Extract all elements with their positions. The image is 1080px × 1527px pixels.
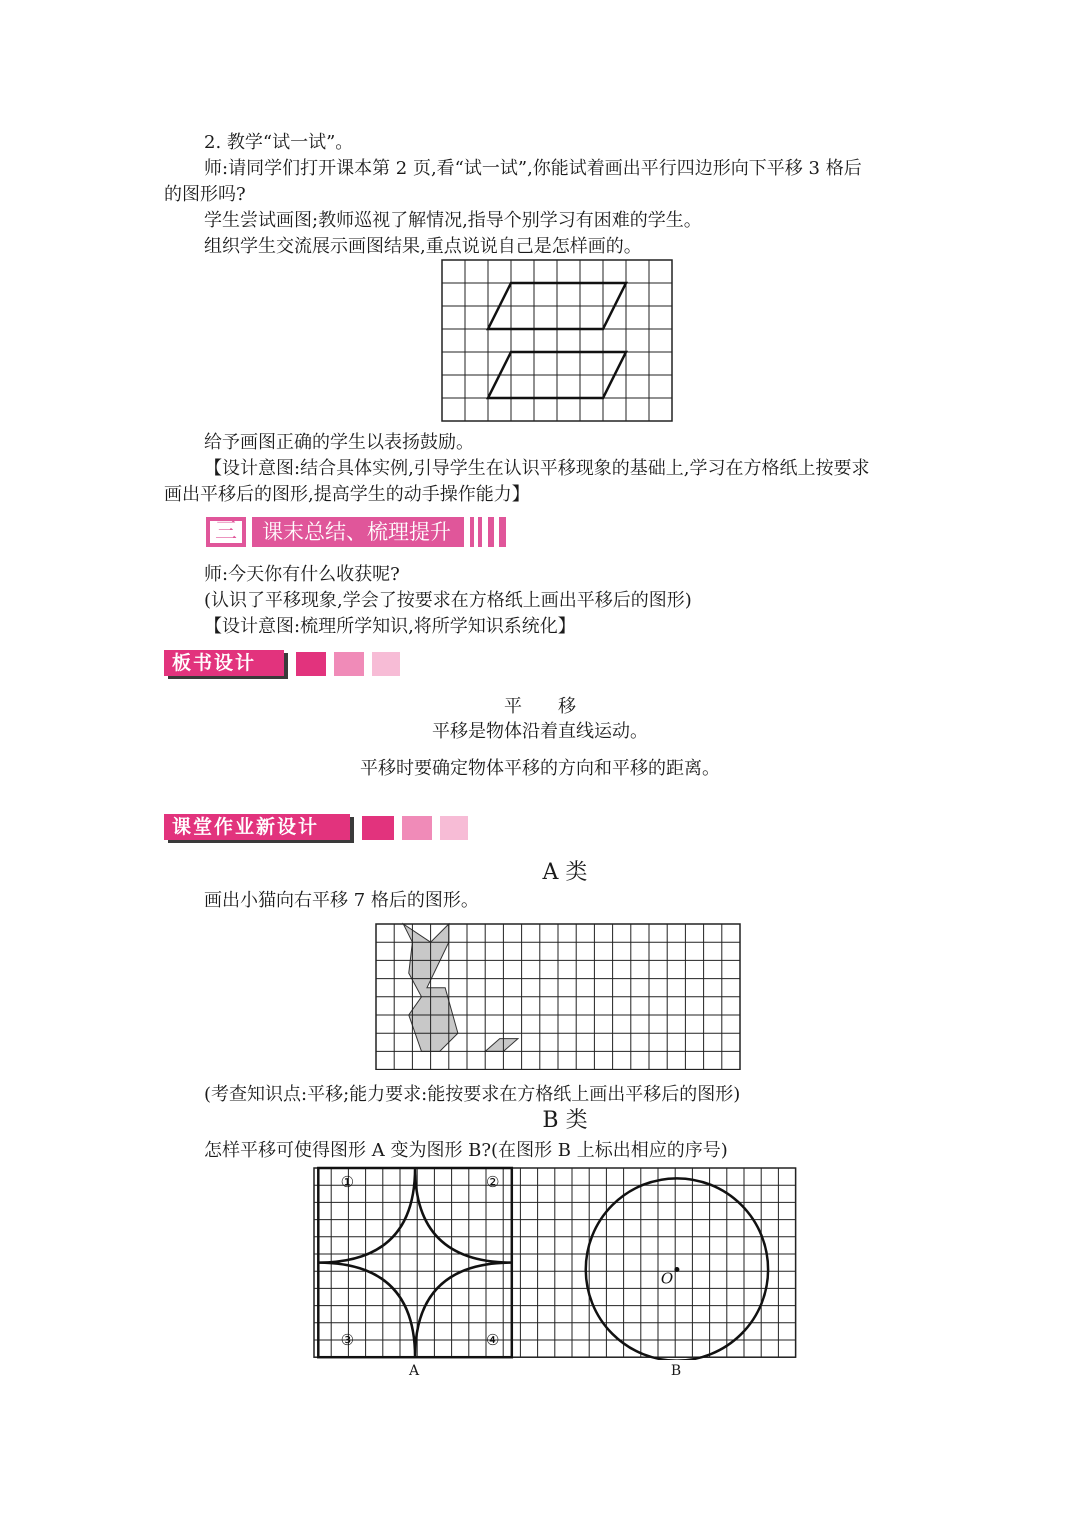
section3-header (206, 517, 506, 547)
section3-number: 三 (214, 519, 237, 544)
students-line: 学生尝试画图;教师巡视了解情况,指导个别学习有困难的学生。 (204, 210, 702, 231)
circle-center-label: O (660, 1269, 674, 1288)
figure-a-square (318, 1168, 512, 1357)
figure-a-label: A (408, 1363, 420, 1379)
teacher-line-1: 师:请同学们打开课本第 2 页,看“试一试”,你能试着画出平行四边形向下平移 3 格后 (204, 158, 862, 179)
homework-banner (164, 814, 474, 842)
grid-lines (376, 924, 740, 1070)
a-heading: A 类 (542, 860, 588, 885)
a-note: (考查知识点:平移;能力要求:能按要求在方格纸上画出平移后的图形) (204, 1084, 741, 1105)
quadrant-label-1: ① (340, 1172, 355, 1191)
section2-heading: 2. 教学“试一试”。 (204, 132, 354, 153)
b-task: 怎样平移可使得图形 A 变为图形 B?(在图形 B 上标出相应的序号) (204, 1140, 728, 1161)
praise-line: 给予画图正确的学生以表扬鼓励。 (204, 432, 474, 453)
grid-lines (314, 1168, 796, 1357)
board-line-2: 平移时要确定物体平移的方向和平移的距离。 (360, 758, 720, 779)
figure-b-label: B (670, 1363, 682, 1379)
b-heading: B 类 (542, 1108, 588, 1133)
figure-a-b-grid (312, 1166, 806, 1360)
figure-a-star (318, 1168, 512, 1357)
quadrant-label-2: ② (486, 1172, 500, 1191)
design-intent-2: 【设计意图:梳理所学知识,将所学知识系统化】 (204, 616, 576, 637)
quadrant-label-3: ③ (340, 1331, 355, 1350)
homework-banner-title: 课堂作业新设计 (172, 816, 320, 838)
parallelogram-grid (440, 258, 676, 426)
quadrant-label-4: ④ (486, 1331, 500, 1350)
board-design-title: 板书设计 (172, 652, 257, 674)
summary-question: 师:今天你有什么收获呢? (204, 564, 400, 585)
board-design-banner (164, 650, 404, 678)
exchange-line: 组织学生交流展示画图结果,重点说说自己是怎样画的。 (204, 236, 642, 257)
board-line-1: 平移是物体沿着直线运动。 (432, 721, 648, 742)
cat-tail (485, 1039, 518, 1052)
design-intent-1b: 画出平移后的图形,提高学生的动手操作能力】 (164, 484, 530, 505)
summary-answer: (认识了平移现象,学会了按要求在方格纸上画出平移后的图形) (204, 590, 692, 611)
cat-grid (374, 922, 746, 1070)
section3-title: 课末总结、梳理提升 (262, 520, 451, 544)
circle-center-dot (674, 1267, 679, 1272)
board-title: 平 移 (504, 696, 576, 717)
teacher-line-2: 的图形吗? (164, 184, 246, 205)
a-task: 画出小猫向右平移 7 格后的图形。 (204, 890, 479, 911)
design-intent-1: 【设计意图:结合具体实例,引导学生在认识平移现象的基础上,学习在方格纸上按要求 (204, 458, 870, 479)
